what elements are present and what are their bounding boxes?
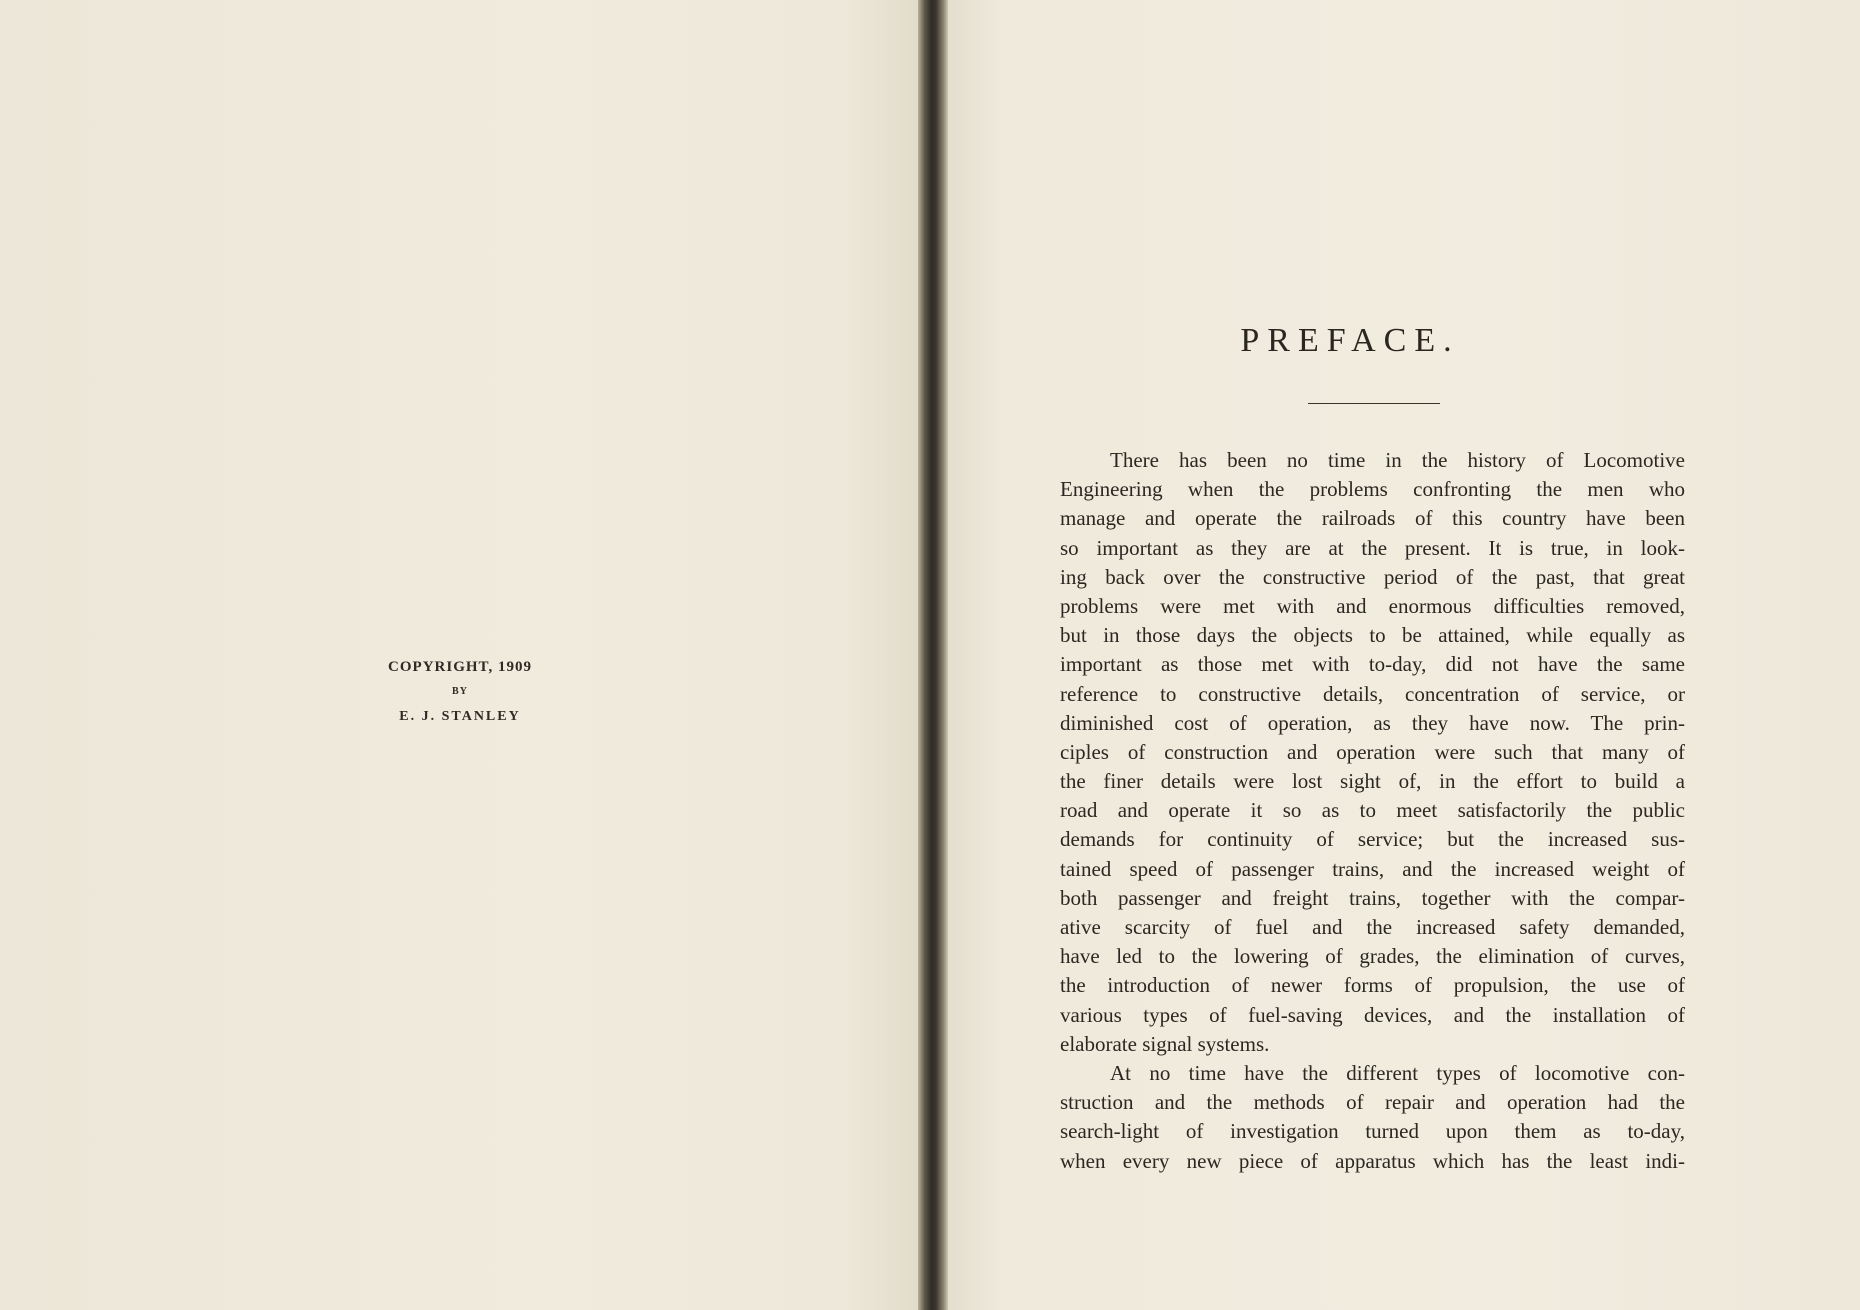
text-line: important as those met with to-day, did not have the same (1060, 652, 1685, 677)
text-line: search-light of investigation turned upon them as to-day, (1060, 1119, 1685, 1144)
text-line: road and operate it so as to meet satisfactorily the public (1060, 798, 1685, 823)
book-gutter (918, 0, 948, 1310)
by-line: BY (452, 686, 468, 697)
text-line: ing back over the constructive period of the past, that great (1060, 564, 1685, 589)
text-line: the finer details were lost sight of, in the effort to build a (1060, 769, 1685, 794)
left-page (0, 0, 918, 1310)
text-line: struction and the methods of repair and operation had the (1060, 1090, 1685, 1115)
copyright-notice (385, 656, 535, 728)
text-line: manage and operate the railroads of this country have been (1060, 506, 1685, 531)
text-line: At no time have the different types of locomotive con- (1110, 1060, 1685, 1085)
text-line: elaborate signal systems. (1060, 1031, 1270, 1056)
page-title: PREFACE. (1240, 322, 1460, 359)
title-divider (1308, 403, 1440, 404)
text-line: problems were met with and enormous difficulties removed, (1060, 593, 1685, 618)
text-line: ative scarcity of fuel and the increased safety demanded, (1060, 915, 1685, 939)
text-line: but in those days the objects to be attained, while equally as (1060, 623, 1685, 648)
text-line: There has been no time in the history of Locomotive (1110, 448, 1685, 472)
paragraph (1060, 446, 1685, 1059)
text-line: diminished cost of operation, as they have now. The prin- (1060, 710, 1685, 735)
text-line: demands for continuity of service; but the increased sus- (1060, 827, 1685, 852)
author-line: E. J. STANLEY (399, 709, 521, 724)
text-line: ciples of construction and operation were such that many of (1060, 739, 1685, 764)
text-line: various types of fuel-saving devices, and the installation of (1060, 1002, 1685, 1027)
text-line: when every new piece of apparatus which has the least indi- (1060, 1148, 1685, 1173)
paragraph (1060, 1059, 1685, 1176)
text-line: Engineering when the problems confronting the men who (1060, 477, 1685, 502)
text-line: the introduction of newer forms of propulsion, the use of (1060, 973, 1685, 998)
text-line: so important as they are at the present. It is true, in look- (1060, 535, 1685, 560)
text-line: tained speed of passenger trains, and the increased weight of (1060, 856, 1685, 881)
text-line: have led to the lowering of grades, the elimination of curves, (1060, 944, 1685, 969)
text-line: reference to constructive details, concentration of service, or (1060, 681, 1685, 706)
text-line: both passenger and freight trains, together with the compar- (1060, 885, 1685, 910)
copyright-line: COPYRIGHT, 1909 (388, 659, 532, 675)
preface-body (1060, 446, 1685, 1176)
